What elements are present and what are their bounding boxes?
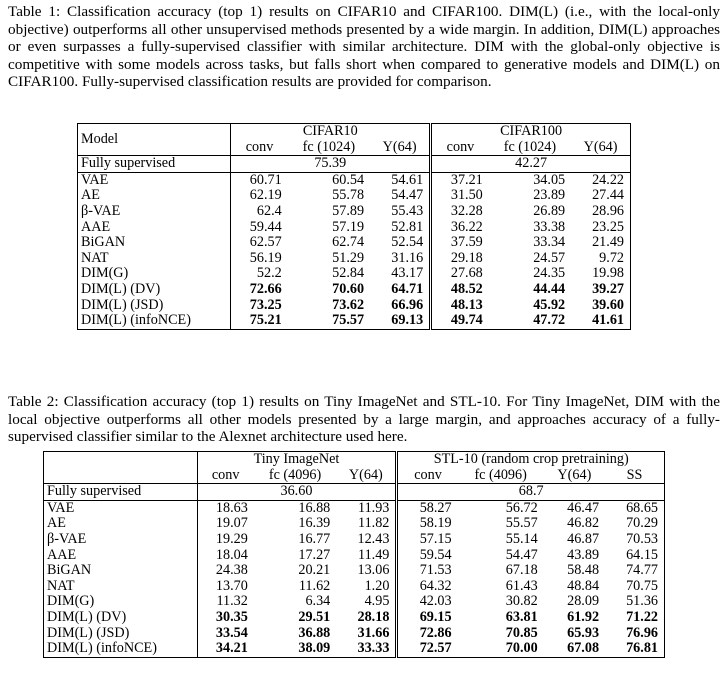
table1-cell: 60.71 — [249, 171, 282, 188]
table1-row — [78, 313, 631, 329]
table1-cell: 55.43 — [391, 202, 424, 219]
table1-cell: 62.19 — [249, 187, 282, 204]
table1-row-model-name: DIM(L) (DV) — [78, 282, 231, 298]
table2-col-conv-2: conv — [397, 468, 458, 484]
table2-cell: 18.63 — [215, 499, 248, 516]
table1-row-model-name: DIM(G) — [78, 266, 231, 282]
table1-cell: 54.61 — [391, 171, 424, 188]
table1-row-model-name: BiGAN — [78, 235, 231, 251]
table1-cell: 31.16 — [391, 249, 424, 266]
table1-row-model-name: DIM(L) (infoNCE) — [78, 313, 231, 329]
table1-cell: 43.17 — [391, 265, 424, 282]
table2-row-model-name: DIM(L) (infoNCE) — [44, 641, 198, 657]
table1-row-model-name: AAE — [78, 220, 231, 236]
table2-cell: 71.22 — [626, 608, 658, 625]
table2-cell: 16.39 — [298, 515, 331, 532]
table1-cell: 37.21 — [431, 172, 489, 188]
table2-cell: 64.32 — [397, 579, 458, 595]
table2-cell: 55.14 — [505, 530, 538, 547]
table1-cell: 32.28 — [431, 204, 489, 220]
table1-cell: 23.89 — [533, 187, 566, 204]
table1-cell: 69.13 — [391, 312, 424, 329]
table2-cell: 72.86 — [397, 626, 458, 642]
table2-cell: 46.87 — [567, 530, 600, 547]
table1-cell: 29.18 — [431, 251, 489, 267]
table2-cell: 16.88 — [298, 499, 331, 516]
table2-row-model-name: DIM(L) (JSD) — [44, 626, 198, 642]
table1-row — [78, 298, 631, 314]
table1-group-cifar10: CIFAR10 — [302, 123, 358, 139]
table1-model-header: Model — [78, 124, 231, 156]
table1-cell: 24.57 — [533, 249, 566, 266]
table1-fully-supervised-row — [78, 156, 631, 173]
table1-cell: 52.54 — [391, 234, 424, 251]
table2-cell: 16.77 — [298, 530, 331, 547]
table2-cell: 69.15 — [397, 610, 458, 626]
table2-header-row-1 — [44, 452, 665, 468]
table2-cell: 33.54 — [215, 624, 248, 641]
table2-cell: 19.29 — [215, 530, 248, 547]
table2-fully-stl: 68.7 — [397, 484, 665, 501]
table1-row-model-name: NAT — [78, 251, 231, 267]
table1-cell: 24.22 — [592, 171, 624, 188]
table1-cell: 64.71 — [391, 280, 424, 297]
table1-cell: 9.72 — [599, 249, 624, 266]
table1-cell: 37.59 — [431, 235, 489, 251]
table2-cell: 76.81 — [626, 640, 658, 657]
table2-cell: 58.27 — [397, 500, 458, 516]
table2-cell: 31.66 — [357, 624, 390, 641]
table1-row-model-name: VAE — [78, 172, 231, 188]
table2-row — [44, 626, 665, 642]
table1-cell: 56.19 — [249, 249, 282, 266]
table2-model-header-blank — [44, 452, 198, 468]
table2-col-y-2: Y(64) — [557, 466, 592, 483]
table2-cell: 46.82 — [567, 515, 600, 532]
table1-cell: 52.84 — [332, 265, 365, 282]
table2-row — [44, 500, 665, 516]
table1-row — [78, 172, 631, 188]
table2-row-model-name: DIM(G) — [44, 594, 198, 610]
table2-cell: 67.08 — [567, 640, 600, 657]
table2-cell: 11.32 — [216, 593, 248, 610]
table2-header-row-2 — [44, 468, 665, 484]
table1-row — [78, 251, 631, 267]
table1-cell: 44.44 — [533, 280, 566, 297]
table1-fully-label: Fully supervised — [78, 156, 231, 173]
table1-cell: 19.98 — [592, 265, 624, 282]
table1-cell: 72.66 — [249, 280, 282, 297]
table1-header-row-1 — [78, 124, 631, 140]
table2-row-model-name: β-VAE — [44, 532, 198, 548]
table2-caption: Table 2: Classification accuracy (top 1) results on Tiny ImageNet and STL-10. For Tiny ImageNet, DIM with the local objective outperforms all other models presented by a large margin, and approaches accuracy of a fully-supervised classifier similar to the Alexnet architecture used here. — [8, 393, 720, 446]
table1-fully-cifar10: 75.39 — [314, 155, 347, 172]
table2-row-model-name: BiGAN — [44, 563, 198, 579]
table2-cell: 4.95 — [364, 593, 390, 610]
table1-cell: 75.57 — [332, 312, 365, 329]
table1-cell: 52.81 — [391, 218, 424, 235]
table2-col-fc: fc (4096) — [268, 466, 322, 483]
table1-col-fc-2: fc (1024) — [503, 138, 557, 155]
table1-row — [78, 204, 631, 220]
table1-group-cifar100: CIFAR100 — [431, 124, 631, 140]
table1-row-model-name: AE — [78, 188, 231, 204]
table2-cell: 11.62 — [298, 577, 331, 594]
table2-cell: 57.15 — [397, 532, 458, 548]
table1-cell: 28.96 — [592, 202, 624, 219]
table1-row — [78, 282, 631, 298]
table1-cell: 73.25 — [249, 296, 282, 313]
table2-col-fc-2: fc (4096) — [474, 466, 527, 483]
table2-row — [44, 563, 665, 579]
table1-cell: 33.34 — [533, 234, 566, 251]
table2-cell: 54.47 — [505, 546, 538, 563]
table1-col-y-2: Y(64) — [583, 138, 618, 155]
table2-row — [44, 641, 665, 657]
table1-cell: 54.47 — [391, 187, 424, 204]
table1-cell: 26.89 — [533, 202, 566, 219]
table2-model-header-blank-2 — [44, 468, 198, 484]
table2-cell: 42.03 — [397, 594, 458, 610]
table1-cell: 31.50 — [431, 188, 489, 204]
table1-cell: 39.27 — [592, 280, 624, 297]
table1-cell: 33.38 — [533, 218, 566, 235]
table1-cell: 62.4 — [256, 202, 282, 219]
table1-cell: 27.68 — [431, 266, 489, 282]
table2-cell: 59.54 — [397, 548, 458, 564]
table2-cell: 11.93 — [358, 499, 390, 516]
table2-cell: 71.53 — [397, 563, 458, 579]
table2-cell: 55.57 — [505, 515, 538, 532]
table2-cell: 70.53 — [626, 530, 658, 547]
table1-col-fc: fc (1024) — [302, 138, 356, 155]
table2-cell: 30.35 — [215, 608, 248, 625]
table2-row — [44, 594, 665, 610]
table1-caption: Table 1: Classification accuracy (top 1) results on CIFAR10 and CIFAR100. DIM(L) (i.e., with the local-only objective) outperforms all other unsupervised methods presented by a wide margin. In addition, DIM(L) approaches or even surpasses a fully-supervised classifier with similar architecture. DIM with the global-only objective is competitive with some models across tasks, but falls short when compared to generative models and DIM(L) on CIFAR100. Fully-supervised classification results are provided for comparison. — [8, 3, 720, 91]
table2-cell: 38.09 — [298, 640, 331, 657]
table2-cell: 70.29 — [626, 515, 658, 532]
table2-cell: 34.21 — [215, 640, 248, 657]
table1-cell: 27.44 — [592, 187, 624, 204]
table1-cell: 55.78 — [332, 187, 365, 204]
table2-row-model-name: NAT — [44, 579, 198, 595]
table1-cell: 39.60 — [592, 296, 624, 313]
table2-cell: 64.15 — [626, 546, 658, 563]
table2-cell: 1.20 — [364, 577, 390, 594]
table2-row — [44, 610, 665, 626]
table2-cell: 67.18 — [505, 562, 538, 579]
table2-cell: 58.19 — [397, 516, 458, 532]
table2-row — [44, 548, 665, 564]
table2-row-model-name: AAE — [44, 548, 198, 564]
table2-group-stl: STL-10 (random crop pretraining) — [397, 452, 665, 468]
table2-cell: 6.34 — [305, 593, 331, 610]
table2-cell: 68.65 — [626, 499, 658, 516]
table1-cell: 57.89 — [332, 202, 365, 219]
table2-cell: 24.38 — [215, 562, 248, 579]
table1-cell: 24.35 — [533, 265, 566, 282]
table2-fully-label: Fully supervised — [44, 484, 198, 501]
table2-cell: 61.92 — [567, 608, 600, 625]
table2-cell: 76.96 — [626, 624, 658, 641]
table1-col-conv: conv — [245, 138, 274, 155]
table2-cell: 30.82 — [505, 593, 538, 610]
table2-cell: 29.51 — [298, 608, 331, 625]
table2-cell: 17.27 — [298, 546, 331, 563]
table1-cell: 51.29 — [332, 249, 365, 266]
table2-fully-supervised-row — [44, 484, 665, 501]
table2-cell: 20.21 — [298, 562, 331, 579]
table2-cell: 46.47 — [567, 499, 600, 516]
table1-row — [78, 220, 631, 236]
table2-row-model-name: VAE — [44, 500, 198, 516]
table2-row-model-name: AE — [44, 516, 198, 532]
table1-cifar — [77, 123, 631, 330]
table2-col-ss: SS — [626, 466, 643, 483]
table1-cell: 36.22 — [431, 220, 489, 236]
table2-cell: 11.82 — [358, 515, 390, 532]
table1-cell: 60.54 — [332, 171, 365, 188]
table2-cell: 58.48 — [567, 562, 600, 579]
table2-cell: 12.43 — [357, 530, 390, 547]
table2-cell: 13.70 — [215, 577, 248, 594]
table1-cell: 34.05 — [533, 171, 566, 188]
table1-cell: 49.74 — [431, 313, 489, 329]
table1-cell: 41.61 — [592, 312, 624, 329]
table2-cell: 13.06 — [357, 562, 390, 579]
table2-cell: 48.84 — [567, 577, 600, 594]
table1-cell: 59.44 — [249, 218, 282, 235]
table2-group-tiny: Tiny ImageNet — [253, 451, 340, 467]
table1-cell: 62.74 — [332, 234, 365, 251]
table2-cell: 56.72 — [505, 499, 538, 516]
table2-cell: 18.04 — [215, 546, 248, 563]
table1-cell: 73.62 — [332, 296, 365, 313]
table1-cell: 23.25 — [592, 218, 624, 235]
table2-cell: 33.33 — [357, 640, 390, 657]
table1-cell: 47.72 — [533, 312, 566, 329]
table1-cell: 70.60 — [332, 280, 365, 297]
table1-cell: 75.21 — [249, 312, 282, 329]
table2-cell: 72.57 — [397, 641, 458, 657]
table2-cell: 51.36 — [626, 593, 658, 610]
table2-cell: 36.88 — [298, 624, 331, 641]
table1-col-y: Y(64) — [382, 138, 417, 155]
table1-fully-cifar100: 42.27 — [431, 156, 631, 173]
table1-cell: 62.57 — [249, 234, 282, 251]
table2-cell: 70.00 — [505, 640, 538, 657]
table2-cell: 28.18 — [357, 608, 390, 625]
table1-row — [78, 235, 631, 251]
table1-col-conv-2: conv — [431, 140, 489, 156]
table2-cell: 63.81 — [505, 608, 538, 625]
table2-row — [44, 579, 665, 595]
table2-cell: 28.09 — [567, 593, 600, 610]
table1-row-model-name: DIM(L) (JSD) — [78, 298, 231, 314]
table2-cell: 11.49 — [358, 546, 390, 563]
table2-col-y: Y(64) — [348, 466, 383, 483]
table1-cell: 21.49 — [592, 234, 624, 251]
table2-tiny-stl — [43, 451, 665, 658]
table2-cell: 43.89 — [567, 546, 600, 563]
table2-row — [44, 516, 665, 532]
table2-row — [44, 532, 665, 548]
table2-cell: 19.07 — [215, 515, 248, 532]
table1-cell: 66.96 — [391, 296, 424, 313]
table2-cell: 70.85 — [505, 624, 538, 641]
table2-cell: 70.75 — [626, 577, 658, 594]
table1-row — [78, 188, 631, 204]
table1-cell: 48.13 — [431, 298, 489, 314]
table2-cell: 65.93 — [567, 624, 600, 641]
table1-cell: 52.2 — [256, 265, 282, 282]
table1-row-model-name: β-VAE — [78, 204, 231, 220]
table1-cell: 45.92 — [533, 296, 566, 313]
table1-row — [78, 266, 631, 282]
table2-cell: 74.77 — [626, 562, 658, 579]
table2-col-conv: conv — [211, 466, 240, 483]
table2-row-model-name: DIM(L) (DV) — [44, 610, 198, 626]
table2-cell: 61.43 — [505, 577, 538, 594]
table1-cell: 57.19 — [332, 218, 365, 235]
table2-fully-tiny: 36.60 — [280, 483, 313, 500]
table1-cell: 48.52 — [431, 282, 489, 298]
